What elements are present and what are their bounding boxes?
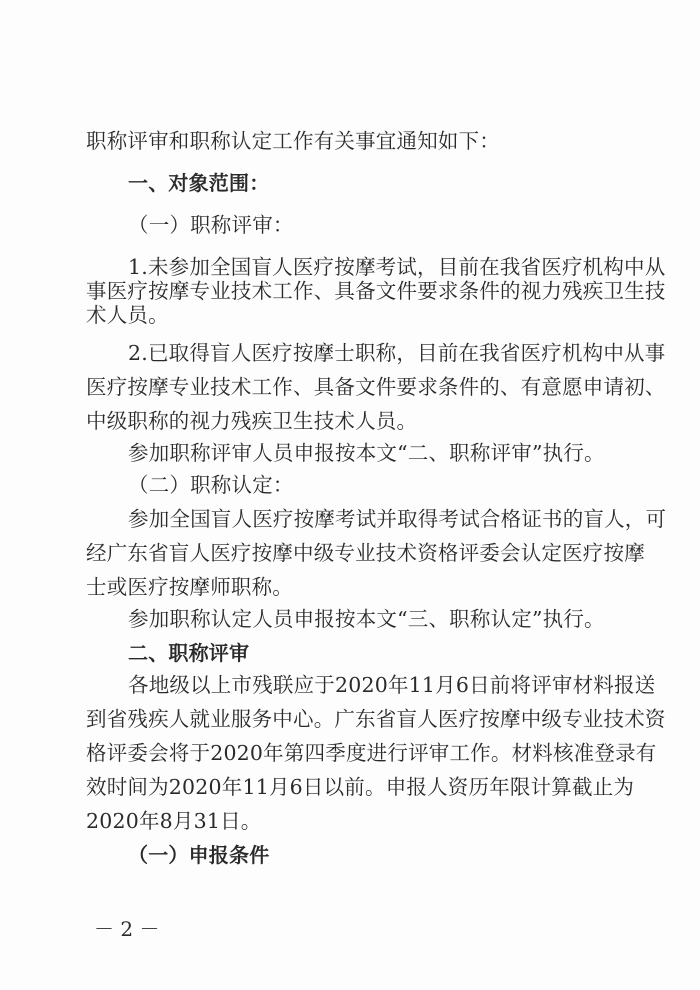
paragraph-line: 2020年8月31日。 [86, 809, 262, 833]
paragraph-line: 效时间为2020年11月6日以前。申报人资历年限计算截止为 [86, 775, 635, 799]
paragraph-line: 1.未参加全国盲人医疗按摩考试，目前在我省医疗机构中从 [128, 255, 666, 279]
paragraph-line: 参加职称评审人员申报按本文“二、职称评审”执行。 [128, 441, 605, 465]
paragraph-line: 到省残疾人就业服务中心。广东省盲人医疗按摩中级专业技术资 [86, 707, 666, 731]
paragraph-line: 参加全国盲人医疗按摩考试并取得考试合格证书的盲人，可 [128, 507, 667, 531]
paragraph-line: 医疗按摩专业技术工作、具备文件要求条件的、有意愿申请初、 [86, 375, 666, 399]
paragraph-line: 术人员。 [86, 303, 169, 327]
subheading-conditions: （一）申报条件 [128, 843, 270, 867]
paragraph-line: 经广东省盲人医疗按摩中级专业技术资格评委会认定医疗按摩 [86, 541, 645, 565]
paragraph-line: 事医疗按摩专业技术工作、具备文件要求条件的视力残疾卫生技 [86, 279, 666, 303]
page-number: － 2 － [94, 917, 160, 941]
intro-line: 职称评审和职称认定工作有关事宜通知如下： [86, 129, 500, 153]
subheading-title-recognition: （二）职称认定： [128, 473, 294, 497]
heading-scope: 一、对象范围： [128, 171, 270, 195]
paragraph-line: 格评委会将于2020年第四季度进行评审工作。材料核准登录有 [86, 741, 657, 765]
paragraph-line: 士或医疗按摩师职称。 [86, 575, 293, 599]
heading-title-review: 二、职称评审 [128, 641, 250, 665]
subheading-title-review: （一）职称评审： [128, 213, 294, 237]
paragraph-line: 2.已取得盲人医疗按摩士职称，目前在我省医疗机构中从事 [128, 341, 666, 365]
paragraph-line: 参加职称认定人员申报按本文“三、职称认定”执行。 [128, 607, 605, 631]
paragraph-line: 各地级以上市残联应于2020年11月6日前将评审材料报送 [128, 673, 656, 697]
paragraph-line: 中级职称的视力残疾卫生技术人员。 [86, 409, 418, 433]
